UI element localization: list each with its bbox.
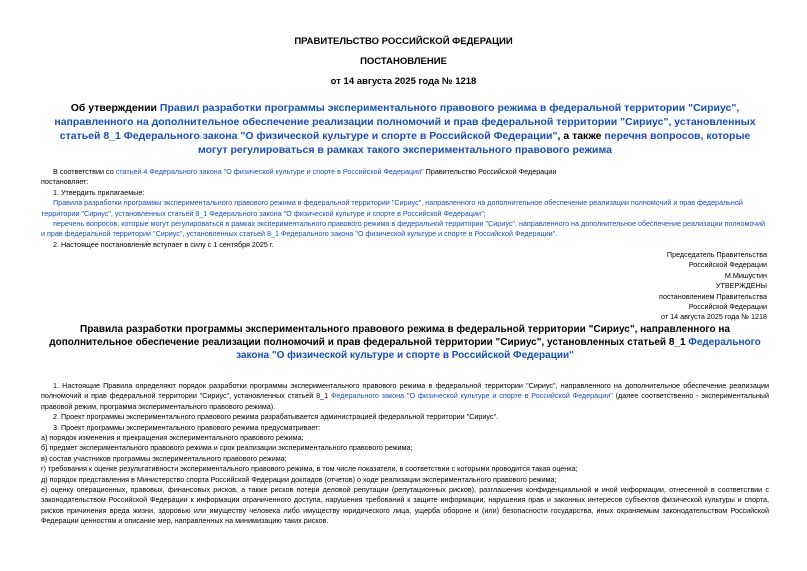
rules-title	[44, 323, 766, 363]
rules-p1-law-link[interactable]: Федерального закона "О физической культуре и спорте в Российской Федерации"	[330, 391, 613, 401]
title-prefix: Об утверждении	[70, 102, 160, 114]
preamble	[41, 167, 769, 177]
rules-item-v: в) состав участников программы экспериментального правового режима;	[41, 453, 287, 463]
rules-title-link[interactable]: Правил разработки программы экспериментального правового режима в федеральной территории "Сириус", направленного на дополнительное обеспечение реализации полномочий и прав федеральной территории "Сириус", установленных статьей 8_1 Федерального закона "О физической культуре и спорте в Российской Федерации"	[54, 102, 756, 142]
rules-link[interactable]: Правила разработки программы экспериментального правового режима в федеральной территории "Сириус", направленного на дополнительное обеспечение реализации полномочий и прав федеральной территории "Сириус", установленных статьей 8_1 Федерального закона "О физической культуре и спорте в Российской Федерации";	[41, 198, 743, 218]
decree-body	[41, 167, 769, 250]
law-article-link[interactable]: статьей 4 Федерального закона "О физической культуре и спорте в Российской Федерации"	[115, 167, 424, 176]
rules-item-g: г) требования к оценке результативности экспериментального правового режима, в том числе показатели, в соответствии с которыми проводится такая оценка;	[41, 464, 578, 474]
rules-title-law-link[interactable]: Федерального закона "О физической культуре и спорте в Российской Федерации"	[236, 337, 761, 362]
signature-name: М.Мишустин	[724, 270, 767, 280]
signature-position: Председатель Правительства	[666, 250, 767, 259]
signature-block	[659, 250, 767, 323]
approval-date: от 14 августа 2025 года № 1218	[660, 312, 767, 322]
approval-by: постановлением Правительства	[659, 291, 767, 301]
rules-item-b: б) предмет экспериментального правового режима и срок реализации экспериментального правового режима;	[41, 443, 413, 453]
document-title	[44, 101, 766, 157]
rules-item-d: д) порядок представления в Министерство спорта Российской Федерации докладов (отчетов) о ходе реализации экспериментального правового режима;	[41, 474, 557, 484]
rules-paragraph-1	[41, 381, 769, 412]
rules-p1-b: (далее соответственно - экспериментальный правовой режим, программа экспериментального правового режима).	[41, 391, 769, 411]
signature-country: Российской Федерации	[688, 260, 767, 270]
document-type: ПОСТАНОВЛЕНИЕ	[360, 56, 447, 67]
approval-country: Российской Федерации	[688, 302, 767, 312]
government-heading: ПРАВИТЕЛЬСТВО РОССИЙСКОЙ ФЕДЕРАЦИИ	[294, 36, 513, 47]
rules-paragraph-3: 3. Проект программы экспериментального правового режима предусматривает:	[53, 422, 321, 432]
list-title-link[interactable]: перечня вопросов, которые могут регулироваться в рамках такого экспериментального правового режима	[198, 130, 751, 156]
item-2: 2. Настоящее постановление вступает в силу с 1 сентября 2025 г.	[53, 239, 274, 249]
rules-item-a: а) порядок изменения и прекращения экспериментального правового режима;	[41, 433, 304, 443]
rules-title-text: Правила разработки программы экспериментального правового режима в федеральной территории "Сириус", направленного на дополнительное обеспечение реализации полномочий и прав федеральной территории "Сириус", установленных статьей 8_1	[49, 324, 730, 349]
rules-item-e: е) оценку операционных, правовых, финансовых рисков, а также рисков потери деловой репутации (репутационных рисков), разглашения конфиденциальной и иной информации, отнесенной в соответствии с законодательством Российской Федерации к информации ограниченного доступа, нарушения требований к защите информации, нарушения прав и законных интересов субъектов физической культуры и спорта, рисков причинения вреда жизни, здоровью или имуществу человека либо имуществу юридического лица, ущерба обороне и (или) безопасности государства, иных охраняемым законодательством Российской Федерации ценностям и описание мер, направленных на минимизацию таких рисков.	[41, 485, 769, 526]
rules-paragraph-2: 2. Проект программы экспериментального правового режима разрабатывается администрацией федеральной территории "Сириус".	[53, 412, 499, 422]
preamble-suffix: Правительство Российской Федерации	[423, 167, 557, 176]
approval-stamp: УТВЕРЖДЕНЫ	[715, 281, 767, 291]
item-1: 1. Утвердить прилагаемые:	[53, 187, 145, 197]
preamble-prefix: В соответствии со	[53, 167, 116, 176]
rules-p1-a: 1. Настоящие Правила определяют порядок разработки программы экспериментального правового режима в федеральной территории "Сириус", направленного на дополнительное обеспечение реализации полномочий и прав федеральной территории "Сириус", установленных статьей 8_1	[41, 381, 769, 401]
document-date: от 14 августа 2025 года № 1218	[330, 76, 477, 87]
preamble-line2: постановляет:	[41, 177, 89, 187]
list-link[interactable]: перечень вопросов, которые могут регулироваться в рамках экспериментального правового режима в федеральной территории "Сириус", направленного на дополнительное обеспечение реализации полномочий и прав федеральной территории "Сириус", установленных статьей 8_1 Федерального закона "О физической культуре и спорте в Российской Федерации".	[41, 219, 766, 239]
rules-body	[41, 381, 769, 527]
title-middle: , а также	[557, 130, 605, 142]
